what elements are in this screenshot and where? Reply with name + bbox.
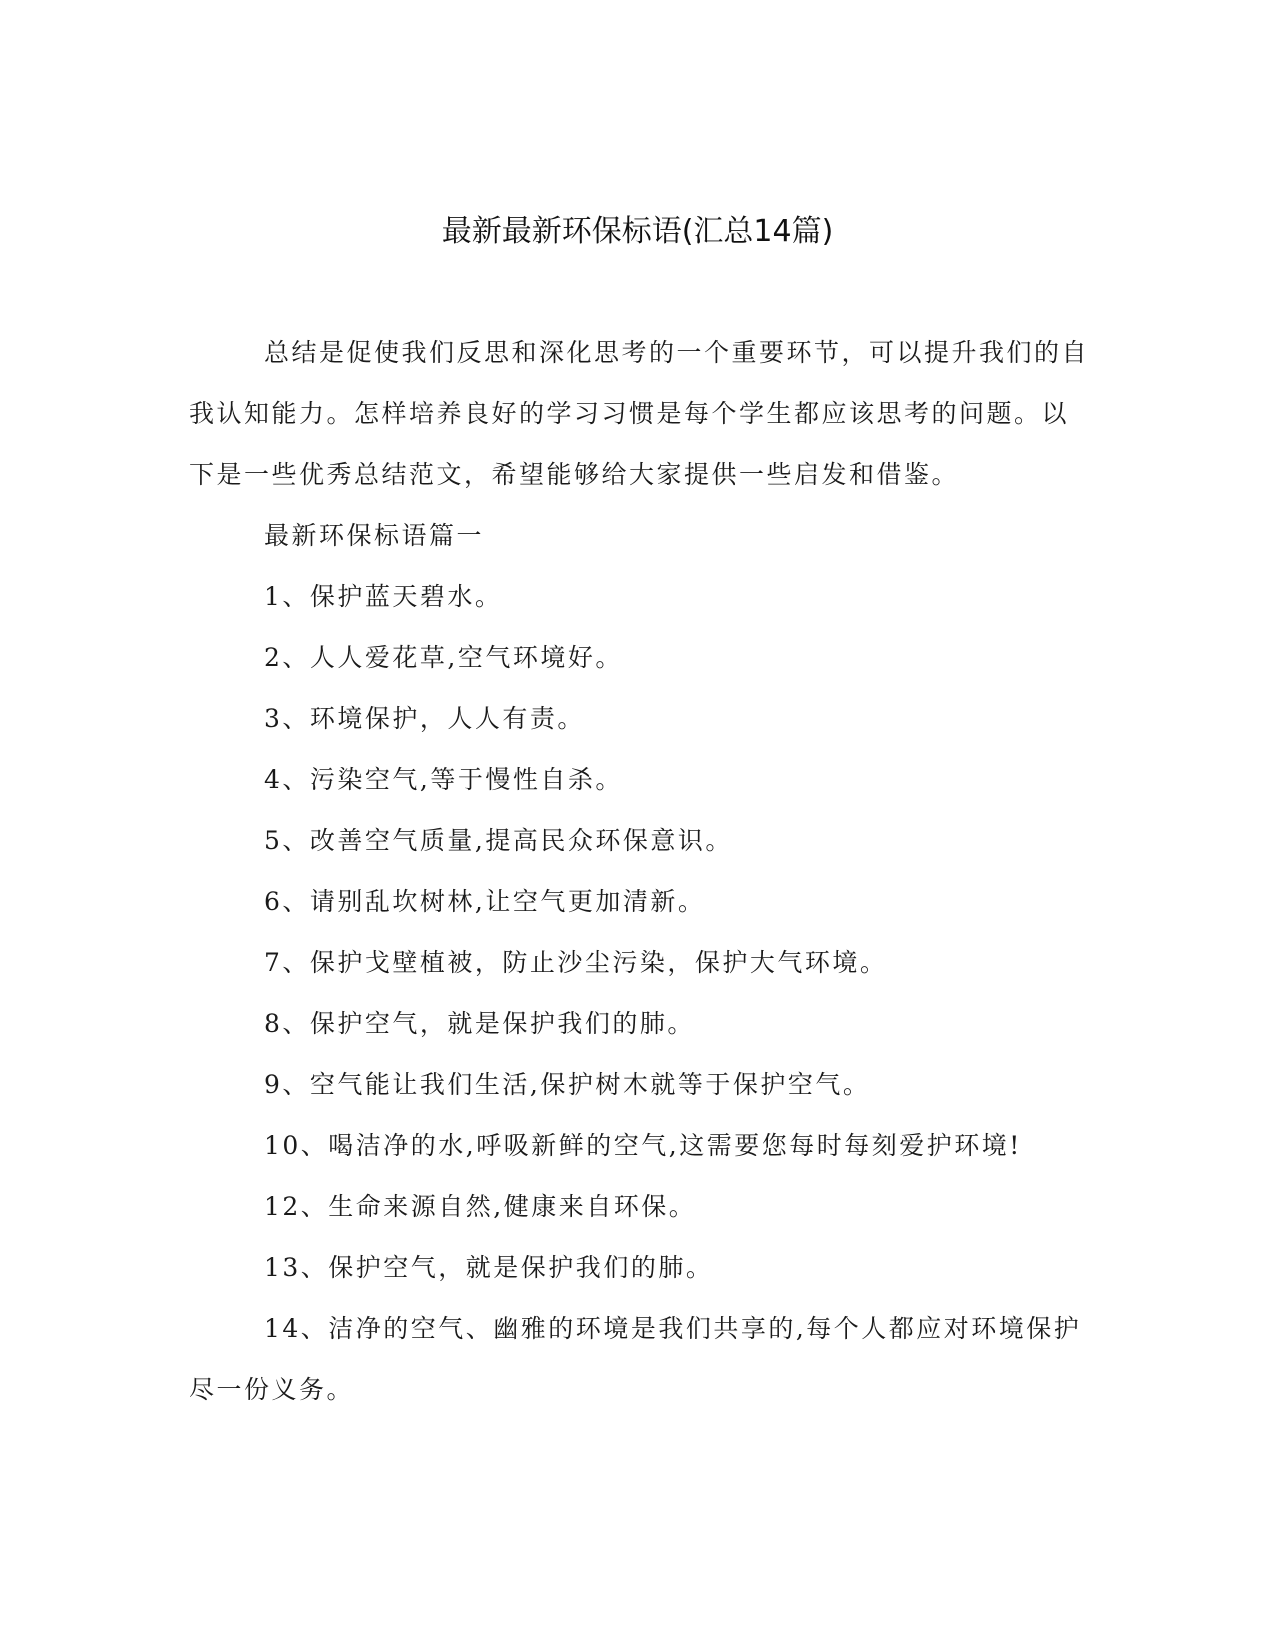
list-item: 4、污染空气,等于慢性自杀。 — [264, 765, 623, 794]
list-item: 7、保护戈壁植被，防止沙尘污染，保护大气环境。 — [264, 948, 888, 977]
section-heading: 最新环保标语篇一 — [264, 521, 485, 550]
list-item: 5、改善空气质量,提高民众环保意识。 — [264, 826, 733, 855]
list-item: 10、喝洁净的水,呼吸新鲜的空气,这需要您每时每刻爱护环境! — [264, 1131, 1022, 1160]
list-item: 3、环境保护，人人有责。 — [264, 704, 585, 733]
list-item: 1、保护蓝天碧水。 — [264, 582, 503, 611]
list-item: 9、空气能让我们生活,保护树木就等于保护空气。 — [264, 1070, 871, 1099]
list-item: 8、保护空气，就是保护我们的肺。 — [264, 1009, 695, 1038]
document-body — [189, 322, 1089, 1420]
page-title: 最新最新环保标语(汇总14篇) — [441, 214, 834, 249]
list-item: 13、保护空气，就是保护我们的肺。 — [264, 1253, 714, 1282]
list-item: 2、人人爱花草,空气环境好。 — [264, 643, 623, 672]
list-item: 12、生命来源自然,健康来自环保。 — [264, 1192, 697, 1221]
list-item: 6、请别乱坎树林,让空气更加清新。 — [264, 887, 706, 916]
intro-paragraph: 总结是促使我们反思和深化思考的一个重要环节，可以提升我们的自我认知能力。怎样培养良好的学习习惯是每个学生都应该思考的问题。以下是一些优秀总结范文，希望能够给大家提供一些启发和借鉴。 — [189, 338, 1090, 489]
list-item: 14、洁净的空气、幽雅的环境是我们共享的,每个人都应对环境保护尽一份义务。 — [189, 1314, 1082, 1404]
